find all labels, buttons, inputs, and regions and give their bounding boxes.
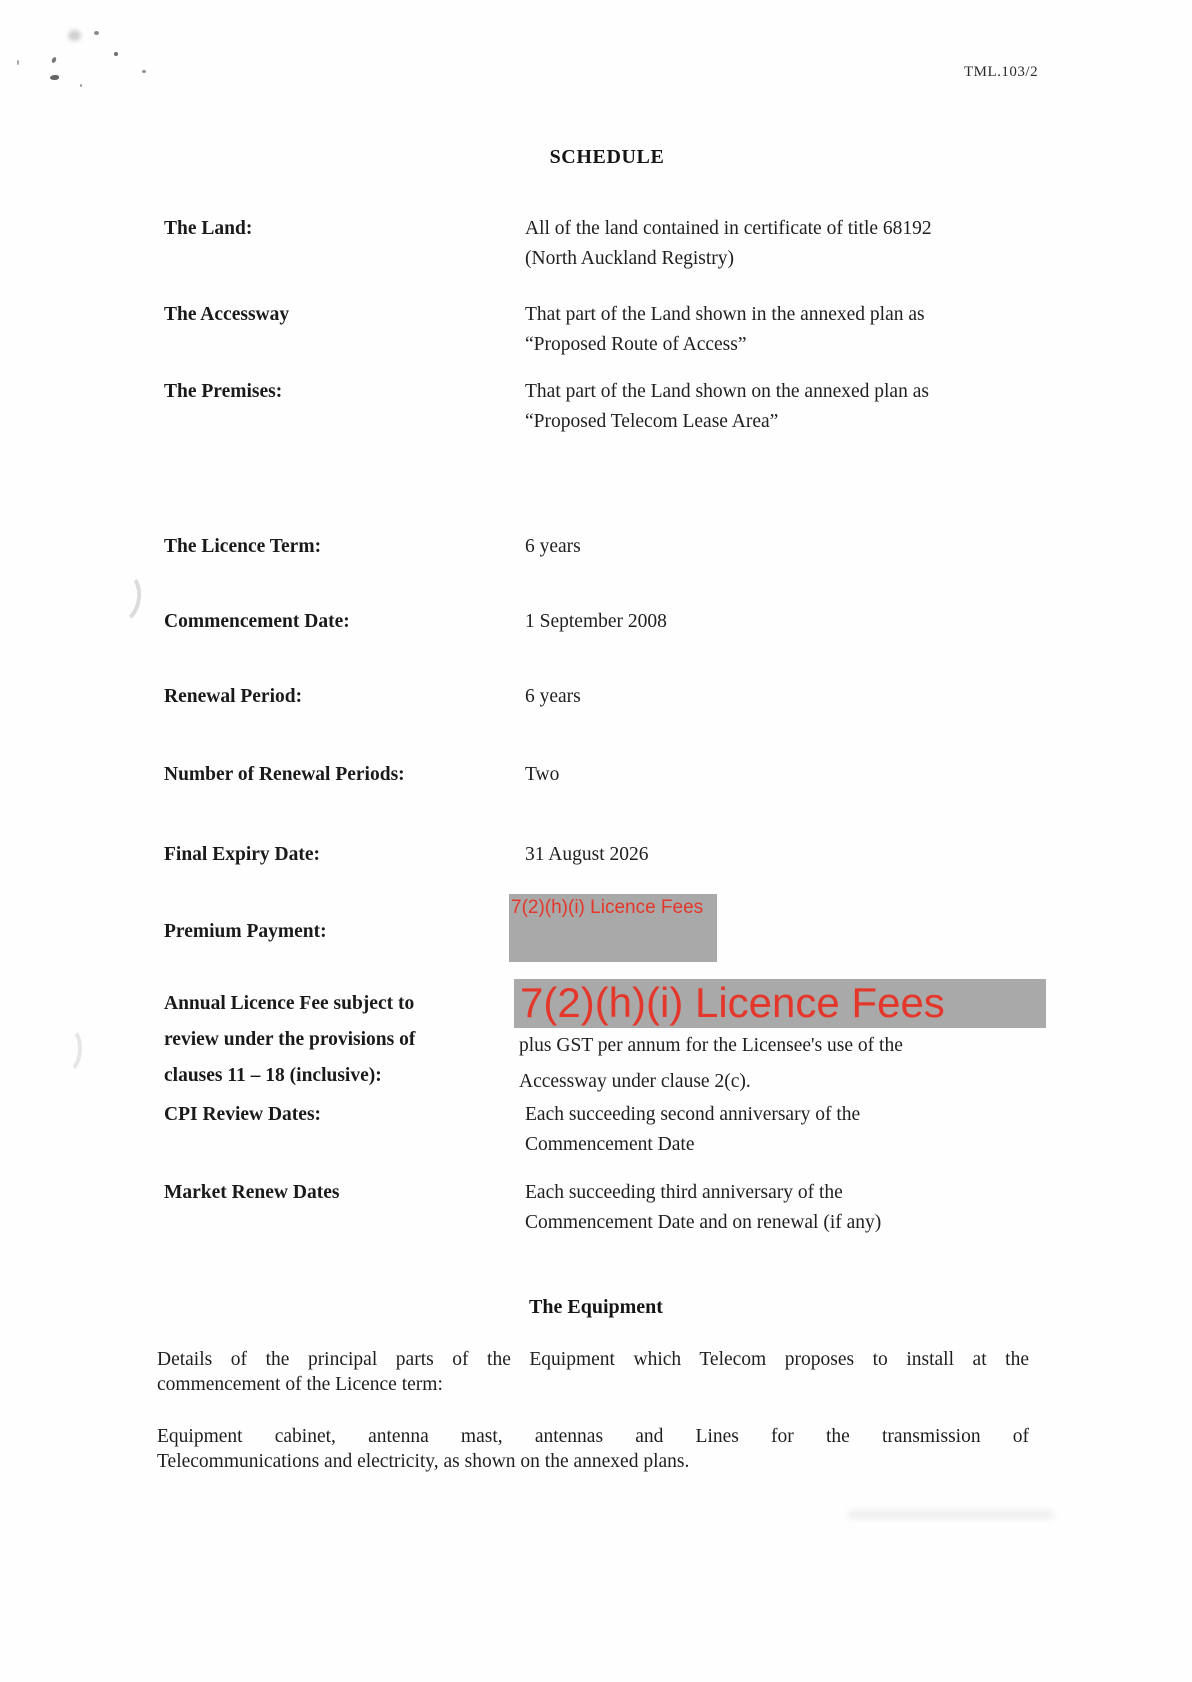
- scan-speck: [50, 75, 59, 80]
- scan-speck: [142, 70, 146, 73]
- field-value: Each succeeding second anniversary of the Commencement Date: [525, 1104, 861, 1155]
- field-label: The Accessway: [164, 304, 290, 325]
- redaction-box-small: [509, 894, 717, 962]
- equipment-paragraph-1: Details of the principal parts of the Equipment which Telecom proposes to install at the commencement of the Licence term:: [157, 1349, 1029, 1395]
- scan-smudge: [848, 1510, 1054, 1519]
- field-label: Renewal Period:: [164, 686, 303, 707]
- field-value: All of the land contained in certificate of title 68192 (North Auckland Registry): [525, 218, 932, 269]
- field-label: Market Renew Dates: [164, 1182, 340, 1203]
- field-value: 1 September 2008: [525, 611, 667, 632]
- field-value: 6 years: [525, 686, 581, 707]
- field-value: plus GST per annum for the Licensee's use of the Accessway under clause 2(c).: [519, 1035, 903, 1092]
- scan-speck: [80, 84, 82, 87]
- scan-curve-artifact: [50, 1025, 83, 1075]
- page-title: SCHEDULE: [549, 146, 665, 168]
- equipment-paragraph-2: Equipment cabinet, antenna mast, antennas and Lines for the transmission of Telecommunications and electricity, as shown on the annexed plans.: [157, 1426, 1029, 1472]
- scan-speck: [68, 30, 81, 41]
- field-label: The Licence Term:: [164, 536, 322, 557]
- scan-speck: [94, 31, 99, 35]
- field-label: Annual Licence Fee subject to review under the provisions of clauses 11 – 18 (inclusive):: [164, 993, 416, 1086]
- field-label: Premium Payment:: [164, 921, 327, 942]
- field-label: The Land:: [164, 218, 253, 239]
- scan-speck: [17, 60, 19, 65]
- redaction-box-large: [514, 979, 1046, 1028]
- redaction-label: 7(2)(h)(i) Licence Fees: [520, 979, 945, 1026]
- field-value: 6 years: [525, 536, 581, 557]
- field-value: That part of the Land shown in the annexed plan as “Proposed Route of Access”: [525, 304, 925, 355]
- scan-curve-artifact: [97, 567, 144, 626]
- field-value: Each succeeding third anniversary of the Commencement Date and on renewal (if any): [525, 1182, 882, 1233]
- field-value: Two: [525, 764, 560, 785]
- doc-ref: TML.103/2: [964, 64, 1039, 80]
- field-label: Final Expiry Date:: [164, 844, 320, 865]
- field-label: The Premises:: [164, 381, 283, 402]
- scan-speck: [51, 56, 57, 63]
- field-label: CPI Review Dates:: [164, 1104, 322, 1125]
- field-value: That part of the Land shown on the annexed plan as “Proposed Telecom Lease Area”: [525, 381, 929, 432]
- field-label: Number of Renewal Periods:: [164, 764, 405, 785]
- field-label: Commencement Date:: [164, 611, 350, 632]
- equipment-heading: The Equipment: [529, 1296, 663, 1318]
- redaction-label: 7(2)(h)(i) Licence Fees: [511, 897, 704, 918]
- scan-speck: [114, 52, 118, 56]
- field-value: 31 August 2026: [525, 844, 649, 865]
